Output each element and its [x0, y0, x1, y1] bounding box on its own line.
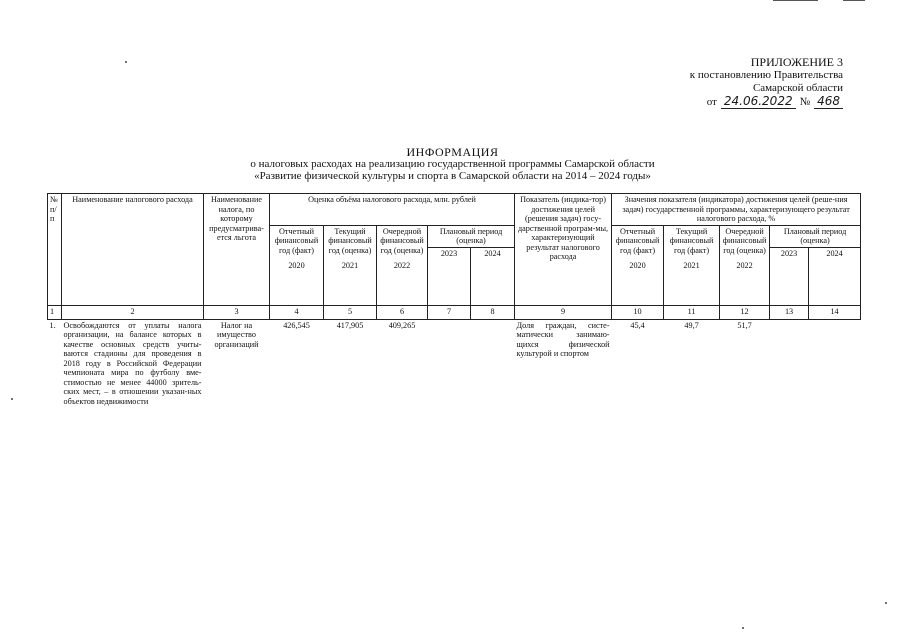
year-2020: 2020 [288, 261, 305, 270]
year-2024: 2024 [471, 247, 515, 305]
column-number: 3 [204, 305, 270, 319]
header-reported: Отчетный финансовый год (факт) 2020 [270, 225, 324, 305]
header-planned: Плановый период (оценка) [428, 225, 515, 247]
appendix-title: ПРИЛОЖЕНИЕ 3 [750, 55, 843, 69]
scan-speck [11, 398, 13, 400]
column-number: 14 [809, 305, 861, 319]
column-number: 12 [720, 305, 770, 319]
tax-expenditure-table [47, 193, 861, 407]
row-value-2020: 45,4 [630, 320, 645, 330]
header-values-group: Значения показателя (индикатора) достижения целей (реше-ния задач) государственной программы, характеризующего результат налогового расхода, % [612, 194, 861, 226]
column-number-row [48, 305, 861, 319]
header-estimate-group: Оценка объёма налогового расхода, млн. рублей [270, 194, 515, 226]
row-estimate-2020: 426,545 [283, 320, 310, 330]
row-number: 1. [49, 320, 56, 330]
row-indicator: Доля граждан, систе-матически занимаю-щихся физической культурой и спортом [516, 320, 610, 358]
appendix-block [643, 56, 843, 109]
document-subtitle-2: «Развитие физической культуры и спорта в Самарской области на 2014 – 2024 годы» [254, 170, 651, 182]
value-year-2023: 2023 [770, 247, 809, 305]
header-next: Очередной финансовый год (оценка) 2022 [377, 225, 428, 305]
header-reported-2: Отчетный финансовый год (факт) 2020 [612, 225, 664, 305]
scan-edge-line [773, 0, 818, 1]
row-value-2023 [770, 319, 809, 407]
row-value-2021: 49,7 [684, 320, 699, 330]
row-tax: Налог на имущество организаций [214, 320, 259, 349]
header-current-2: Текущий финансовый год (факт) 2021 [664, 225, 720, 305]
row-name: Освобождаются от уплаты налога организации, на балансе которых в качестве основных средств учиты-ваются стадионы для проведения в 2018 году в Российской Федерации чемпионата мира по футболу вме-стимостью не менее 44000 зритель-ских мест, – в отношении указан-ных объектов недвижимости [63, 320, 202, 406]
scan-edge-line [843, 0, 865, 1]
column-number: 1 [48, 305, 62, 319]
column-number: 6 [377, 305, 428, 319]
row-estimate-2024 [471, 319, 515, 407]
document-heading [0, 146, 905, 182]
header-indicator: Показатель (индика-тор) достижения целей (решения задач) госу-дарственной програм-мы, характеризующий результат налогового расхода [515, 194, 612, 306]
value-year-2022: 2022 [736, 261, 753, 270]
header-name: Наименование налогового расхода [62, 194, 204, 306]
value-year-2020: 2020 [629, 261, 646, 270]
column-number: 11 [664, 305, 720, 319]
handwritten-date: 24.06.2022 [721, 95, 796, 109]
row-estimate-2022: 409,265 [388, 320, 416, 330]
header-num: № п/п [48, 194, 62, 306]
document-title: ИНФОРМАЦИЯ [406, 145, 499, 159]
header-tax: Наименование налога, по которому предусматрива-ется льгота [204, 194, 270, 306]
row-estimate-2023 [428, 319, 471, 407]
column-number: 5 [324, 305, 377, 319]
scan-speck [885, 602, 887, 604]
value-year-2024: 2024 [809, 247, 861, 305]
table-row [48, 319, 861, 407]
order-line [643, 95, 843, 109]
column-number: 4 [270, 305, 324, 319]
header-current: Текущий финансовый год (оценка) 2021 [324, 225, 377, 305]
number-label: № [799, 96, 811, 108]
header-next-2: Очередной финансовый год (оценка) 2022 [720, 225, 770, 305]
row-value-2024 [809, 319, 861, 407]
year-2021: 2021 [341, 261, 359, 270]
column-number: 9 [515, 305, 612, 319]
year-2022: 2022 [393, 261, 411, 270]
value-year-2021: 2021 [683, 261, 700, 270]
document-subtitle-1: о налоговых расходах на реализацию государственной программы Самарской области [250, 158, 655, 170]
handwritten-number: 468 [814, 95, 843, 109]
row-value-2022: 51,7 [737, 320, 752, 330]
column-number: 8 [471, 305, 515, 319]
appendix-line-1: к постановлению Правительства [689, 69, 843, 81]
column-number: 7 [428, 305, 471, 319]
year-2023: 2023 [428, 247, 471, 305]
appendix-line-2: Самарской области [752, 82, 843, 94]
row-estimate-2021: 417,905 [336, 320, 364, 330]
header-planned-2: Плановый период (оценка) [770, 225, 861, 247]
column-number: 10 [612, 305, 664, 319]
scan-speck [125, 61, 127, 63]
from-label: от [706, 96, 717, 108]
column-number: 13 [770, 305, 809, 319]
column-number: 2 [62, 305, 204, 319]
scan-speck [742, 627, 744, 629]
